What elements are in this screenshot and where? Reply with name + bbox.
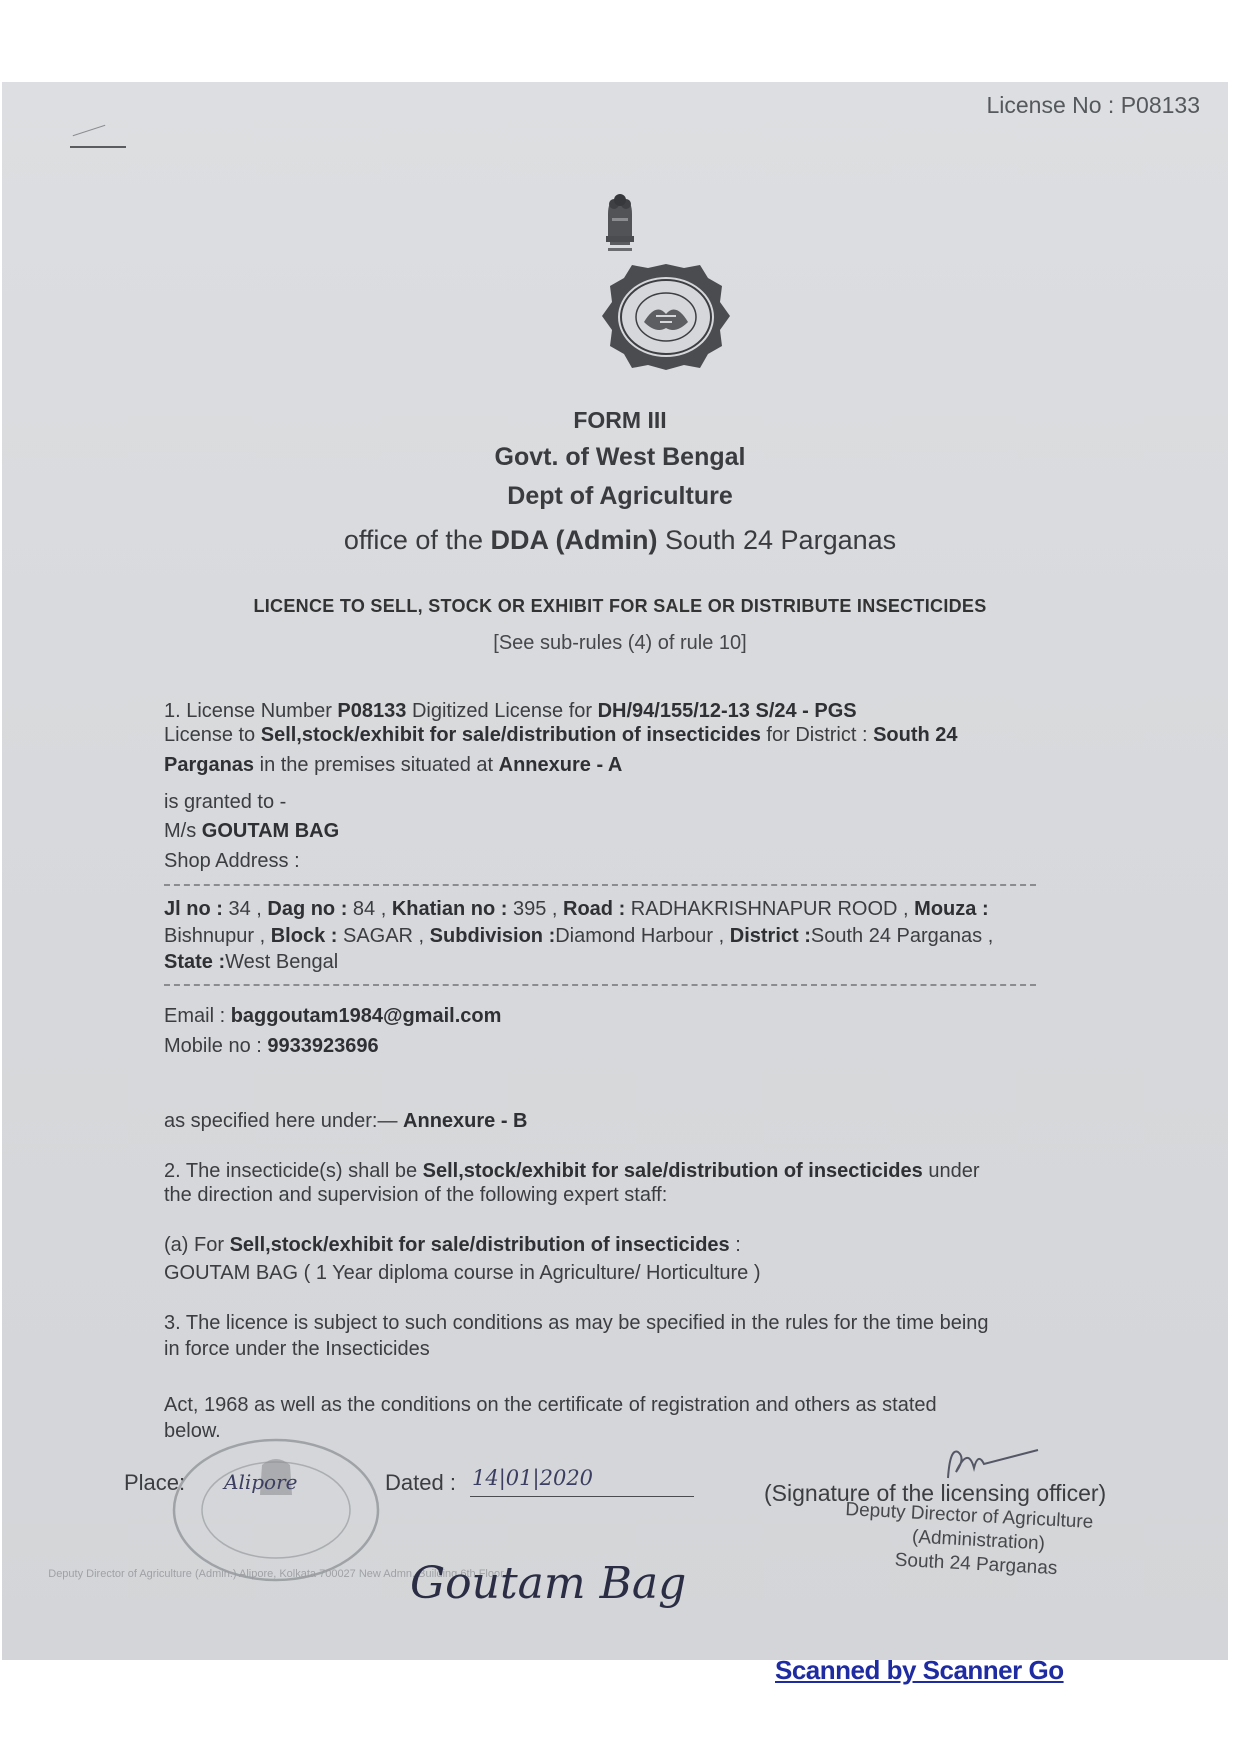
handwritten-signature: Goutam Bag — [410, 1558, 687, 1609]
dept-heading: Dept of Agriculture — [507, 482, 733, 510]
rule-reference: [See sub-rules (4) of rule 10] — [493, 632, 747, 654]
item1-line3: Parganas in the premises situated at Annexure - A — [164, 754, 623, 776]
item-a-line2: GOUTAM BAG ( 1 Year diploma course in Agriculture/ Horticulture ) — [164, 1262, 761, 1284]
officer-designation — [842, 1498, 1094, 1583]
pencil-mark — [70, 146, 126, 148]
scanner-footer: Scanned by Scanner Go — [775, 1655, 1064, 1685]
address-line3: State :West Bengal — [164, 951, 339, 973]
shop-address-label: Shop Address : — [164, 850, 300, 872]
address-line1: Jl no : 34 , Dag no : 84 , Khatian no : 395 , Road : RADHAKRISHNAPUR ROOD , Mouza : — [164, 898, 989, 920]
email-line: Email : baggoutam1984@gmail.com — [164, 1005, 502, 1027]
granted-to: is granted to - — [164, 791, 287, 813]
place-label: Place: — [124, 1470, 186, 1495]
signature-label: (Signature of the licensing officer) — [764, 1480, 1107, 1506]
item-a-line1: (a) For Sell,stock/exhibit for sale/distribution of insecticides : — [164, 1234, 741, 1256]
date-underline — [470, 1496, 694, 1497]
item1-line1: 1. License Number P08133 Digitized License for DH/94/155/12-13 S/24 - PGS — [164, 700, 857, 722]
license-number-header: License No : P08133 — [986, 92, 1200, 118]
office-heading: office of the DDA (Admin) South 24 Parganas — [343, 525, 897, 555]
item1-line2: License to Sell,stock/exhibit for sale/distribution of insecticides for District : South 24 — [164, 724, 958, 746]
officer-title: Deputy Director of Agriculture — [844, 1498, 1094, 1533]
licence-heading: LICENCE TO SELL, STOCK OR EXHIBIT FOR SALE OR DISTRIBUTE INSECTICIDES — [253, 596, 987, 616]
state-emblem-icon — [598, 190, 642, 256]
dated-value: 14|01|2020 — [472, 1466, 594, 1490]
item3-line1: 3. The licence is subject to such conditions as may be specified in the rules for the time being — [164, 1312, 989, 1334]
act-line1: Act, 1968 as well as the conditions on the certificate of registration and others as stated — [164, 1394, 937, 1416]
officer-dept: (Administration) — [911, 1526, 1046, 1555]
place-value: Alipore — [224, 1470, 298, 1494]
divider — [164, 984, 1036, 986]
mobile-line: Mobile no : 9933923696 — [164, 1035, 379, 1057]
item2-line2: the direction and supervision of the following expert staff: — [164, 1184, 668, 1206]
address-line2: Bishnupur , Block : SAGAR , Subdivision :Diamond Harbour , District :South 24 Parganas , — [164, 925, 994, 947]
item3-line2: in force under the Insecticides — [164, 1338, 430, 1360]
item2-line1: 2. The insecticide(s) shall be Sell,stock/exhibit for sale/distribution of insecticides under — [164, 1160, 980, 1182]
form-title: FORM III — [573, 407, 667, 433]
govt-heading: Govt. of West Bengal — [494, 443, 746, 471]
act-line2: below. — [164, 1420, 221, 1442]
stamp-text: Deputy Director of Agriculture (Admin.) Alipore, Kolkata 700027 New Admn. Building 6th Floor — [48, 1568, 504, 1580]
licensee: M/s GOUTAM BAG — [164, 820, 340, 842]
specified-line: as specified here under:— Annexure - B — [164, 1110, 528, 1132]
officer-district: South 24 Parganas — [894, 1549, 1058, 1580]
divider — [164, 884, 1036, 886]
department-seal-icon — [600, 262, 732, 372]
dated-label: Dated : — [385, 1470, 456, 1495]
